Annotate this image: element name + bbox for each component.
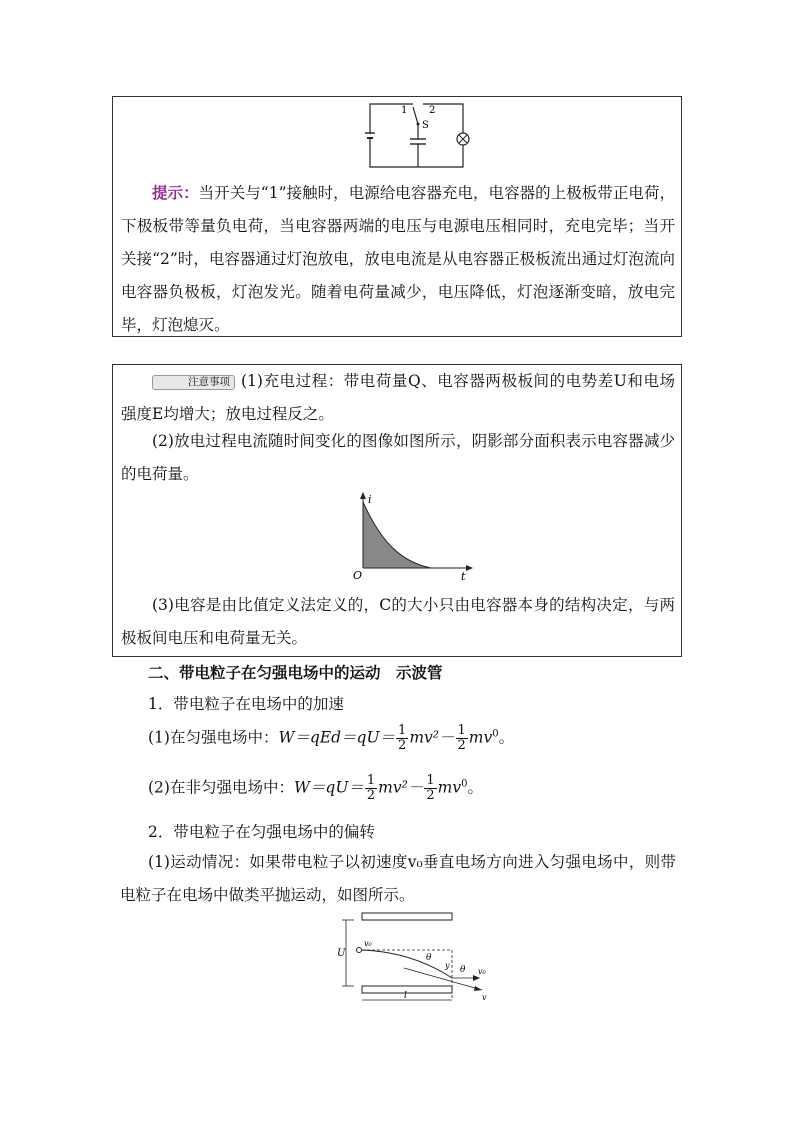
switch-label-s: S [422, 120, 429, 131]
trajectory [362, 950, 452, 978]
v0-label: v₀ [364, 939, 372, 948]
circuit-diagram [363, 99, 483, 179]
theta-label-right: θ [460, 965, 466, 975]
deflection-diagram [332, 910, 512, 1006]
graph-origin-label: O [353, 569, 363, 582]
shaded-area [363, 502, 431, 568]
note-item-3: (3)电容是由比值定义法定义的，C的大小只由电容器本身的结构决定，与两极板间电压和电荷量无关。 [121, 596, 675, 647]
graph-y-label: i [368, 493, 372, 506]
eq2-prefix: (2)在非匀强电场中： [148, 778, 294, 797]
length-label: l [404, 991, 407, 1001]
eq2-term-a: mv²－ [378, 778, 424, 797]
lower-plate [362, 986, 452, 993]
hint-label: 提示： [152, 183, 199, 202]
eq1-prefix: (1)在匀强电场中： [148, 728, 279, 747]
hint-paragraph [121, 176, 675, 342]
discharge-current-graph [351, 490, 491, 582]
hint-text: 当开关与“1”接触时，电源给电容器充电，电容器的上极板带正电荷，下极板带等量负电荷，当电容器两端的电压与电源电压相同时，充电完毕；当开关接“2”时，电容器通过灯泡放电，放电电流是从电容器正极板流出通过灯泡流向电容器负极板，灯泡发光。随着电荷量减少，电压降低，灯泡逐渐变暗，放电完毕，灯泡熄灭。 [121, 184, 675, 334]
section-heading: 二、带电粒子在匀强电场中的运动 示波管 [148, 663, 443, 682]
motion-paragraph: (1)运动情况：如果带电粒子以初速度v₀垂直电场方向进入匀强电场中，则带电粒子在电场中做类平抛运动，如图所示。 [120, 853, 676, 904]
subheading-acceleration: 1．带电粒子在电场中的加速 [148, 695, 344, 713]
upper-plate [362, 913, 452, 920]
eq1-term-b: mv [468, 728, 493, 747]
notes-badge: 注意事项 [152, 375, 235, 390]
graph-x-label: t [461, 570, 466, 582]
eq1-term-a: mv²－ [409, 728, 455, 747]
notes-box [112, 364, 682, 657]
voltage-label: U [337, 948, 346, 959]
switch-label-2: 2 [429, 105, 436, 116]
hint-box [112, 96, 682, 337]
eq2-term-b: mv [437, 778, 462, 797]
y-label: y [445, 961, 450, 970]
eq1-lhs: W＝qEd＝qU＝ [278, 728, 396, 747]
equation-nonuniform-field: (2)在非匀强电场中：W＝qU＝ $\frac{1}{2}$ mv²－ $\frac{1}{2}$ $mv^0$。 [148, 773, 483, 803]
theta-label: θ [426, 953, 432, 963]
v-label: v [482, 993, 487, 1002]
equation-uniform-field: (1)在匀强电场中：W＝qEd＝qU＝ $\frac{1}{2}$ mv²－ $\frac{1}{2}$ $mv^0$。 [148, 723, 515, 753]
subheading-deflection: 2．带电粒子在匀强电场中的偏转 [148, 823, 375, 841]
note-item-2: (2)放电过程电流随时间变化的图像如图所示，阴影部分面积表示电容器减少的电荷量。 [121, 432, 675, 483]
note-item-1 [121, 365, 675, 431]
eq2-lhs: W＝qU＝ [293, 778, 364, 797]
v0-label-right: v₀ [478, 967, 486, 976]
note-item-1-text: (1)充电过程：带电荷量Q、电容器两极板间的电势差U和电场强度E均增大；放电过程反之。 [121, 372, 675, 423]
switch-label-1: 1 [401, 105, 408, 116]
